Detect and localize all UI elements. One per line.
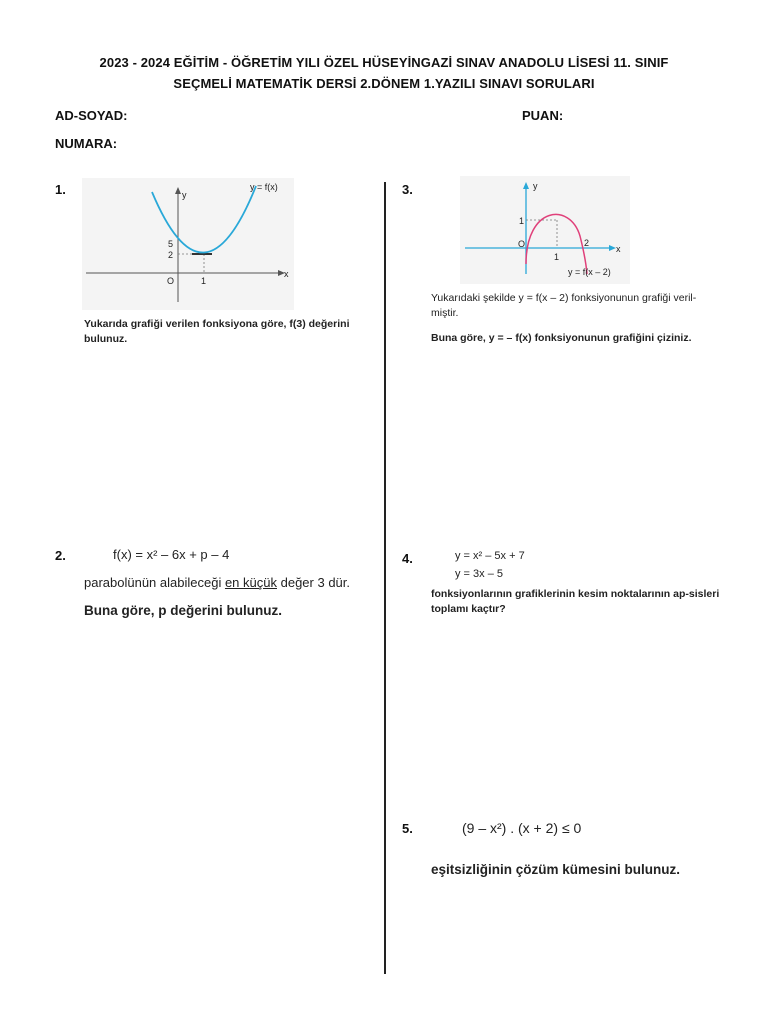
q2-text-before: parabolünün alabileceği (84, 575, 225, 590)
q1-y-tick-5: 5 (168, 239, 174, 249)
q3-x-tick-1: 1 (554, 252, 560, 262)
q1-question-text: Yukarıda grafiği verilen fonksiyona göre, f(3) değerini bulunuz. (84, 318, 350, 345)
name-label: AD-SOYAD: (55, 108, 128, 123)
q2-statement (84, 575, 350, 590)
q3-origin-label: O (518, 239, 526, 249)
q1-origin-label: O (167, 276, 175, 286)
q5-number: 5. (402, 821, 413, 836)
q4-equation-1: y = x² – 5x + 7 (455, 550, 525, 562)
q3-func-label: y = f(x – 2) (568, 267, 611, 277)
q4-equation-2: y = 3x – 5 (455, 568, 504, 580)
q2-text-underline: en küçük (224, 575, 277, 590)
q2-number: 2. (55, 548, 66, 563)
q3-number: 3. (402, 182, 413, 197)
number-label: NUMARA: (55, 136, 118, 151)
score-label: PUAN: (522, 108, 564, 123)
q2-question: Buna göre, p değerini bulunuz. (84, 603, 282, 618)
q3-description: Yukarıdaki şekilde y = f(x – 2) fonksiyonunun grafiği veril-miştir. (431, 292, 697, 319)
q1-graph-background (82, 178, 294, 310)
q1-y-tick-2: 2 (168, 250, 174, 260)
q3-graph (460, 176, 630, 284)
q4-number: 4. (402, 551, 413, 566)
q1-x-label: x (284, 269, 289, 279)
q1-graph (82, 178, 294, 310)
q2-text-after: değer 3 dür. (277, 575, 350, 590)
q4-question: fonksiyonlarının grafiklerinin kesim noktalarının ap-sisleri toplamı kaçtır? (431, 588, 720, 615)
q3-x-tick-2: 2 (584, 238, 590, 248)
q1-func-label: y = f(x) (250, 182, 278, 192)
q1-x-tick-1: 1 (201, 276, 207, 286)
q3-y-tick-1: 1 (519, 216, 525, 226)
q1-number: 1. (55, 182, 66, 197)
q2-formula: f(x) = x² – 6x + p – 4 (113, 547, 230, 562)
header-line-2: SEÇMELİ MATEMATİK DERSİ 2.DÖNEM 1.YAZILI SINAVI SORULARI (173, 76, 595, 91)
q3-question: Buna göre, y = – f(x) fonksiyonunun grafiğini çiziniz. (431, 332, 692, 344)
header-line-1: 2023 - 2024 EĞİTİM - ÖĞRETİM YILI ÖZEL HÜSEYİNGAZİ SINAV ANADOLU LİSESİ 11. SINIF (99, 55, 669, 70)
q5-inequality: (9 – x²) . (x + 2) ≤ 0 (462, 820, 582, 836)
q5-question: eşitsizliğinin çözüm kümesini bulunuz. (431, 862, 681, 877)
q3-x-label: x (616, 244, 621, 254)
column-divider (384, 182, 386, 974)
q1-y-label: y (182, 190, 187, 200)
q3-y-label: y (533, 181, 538, 191)
